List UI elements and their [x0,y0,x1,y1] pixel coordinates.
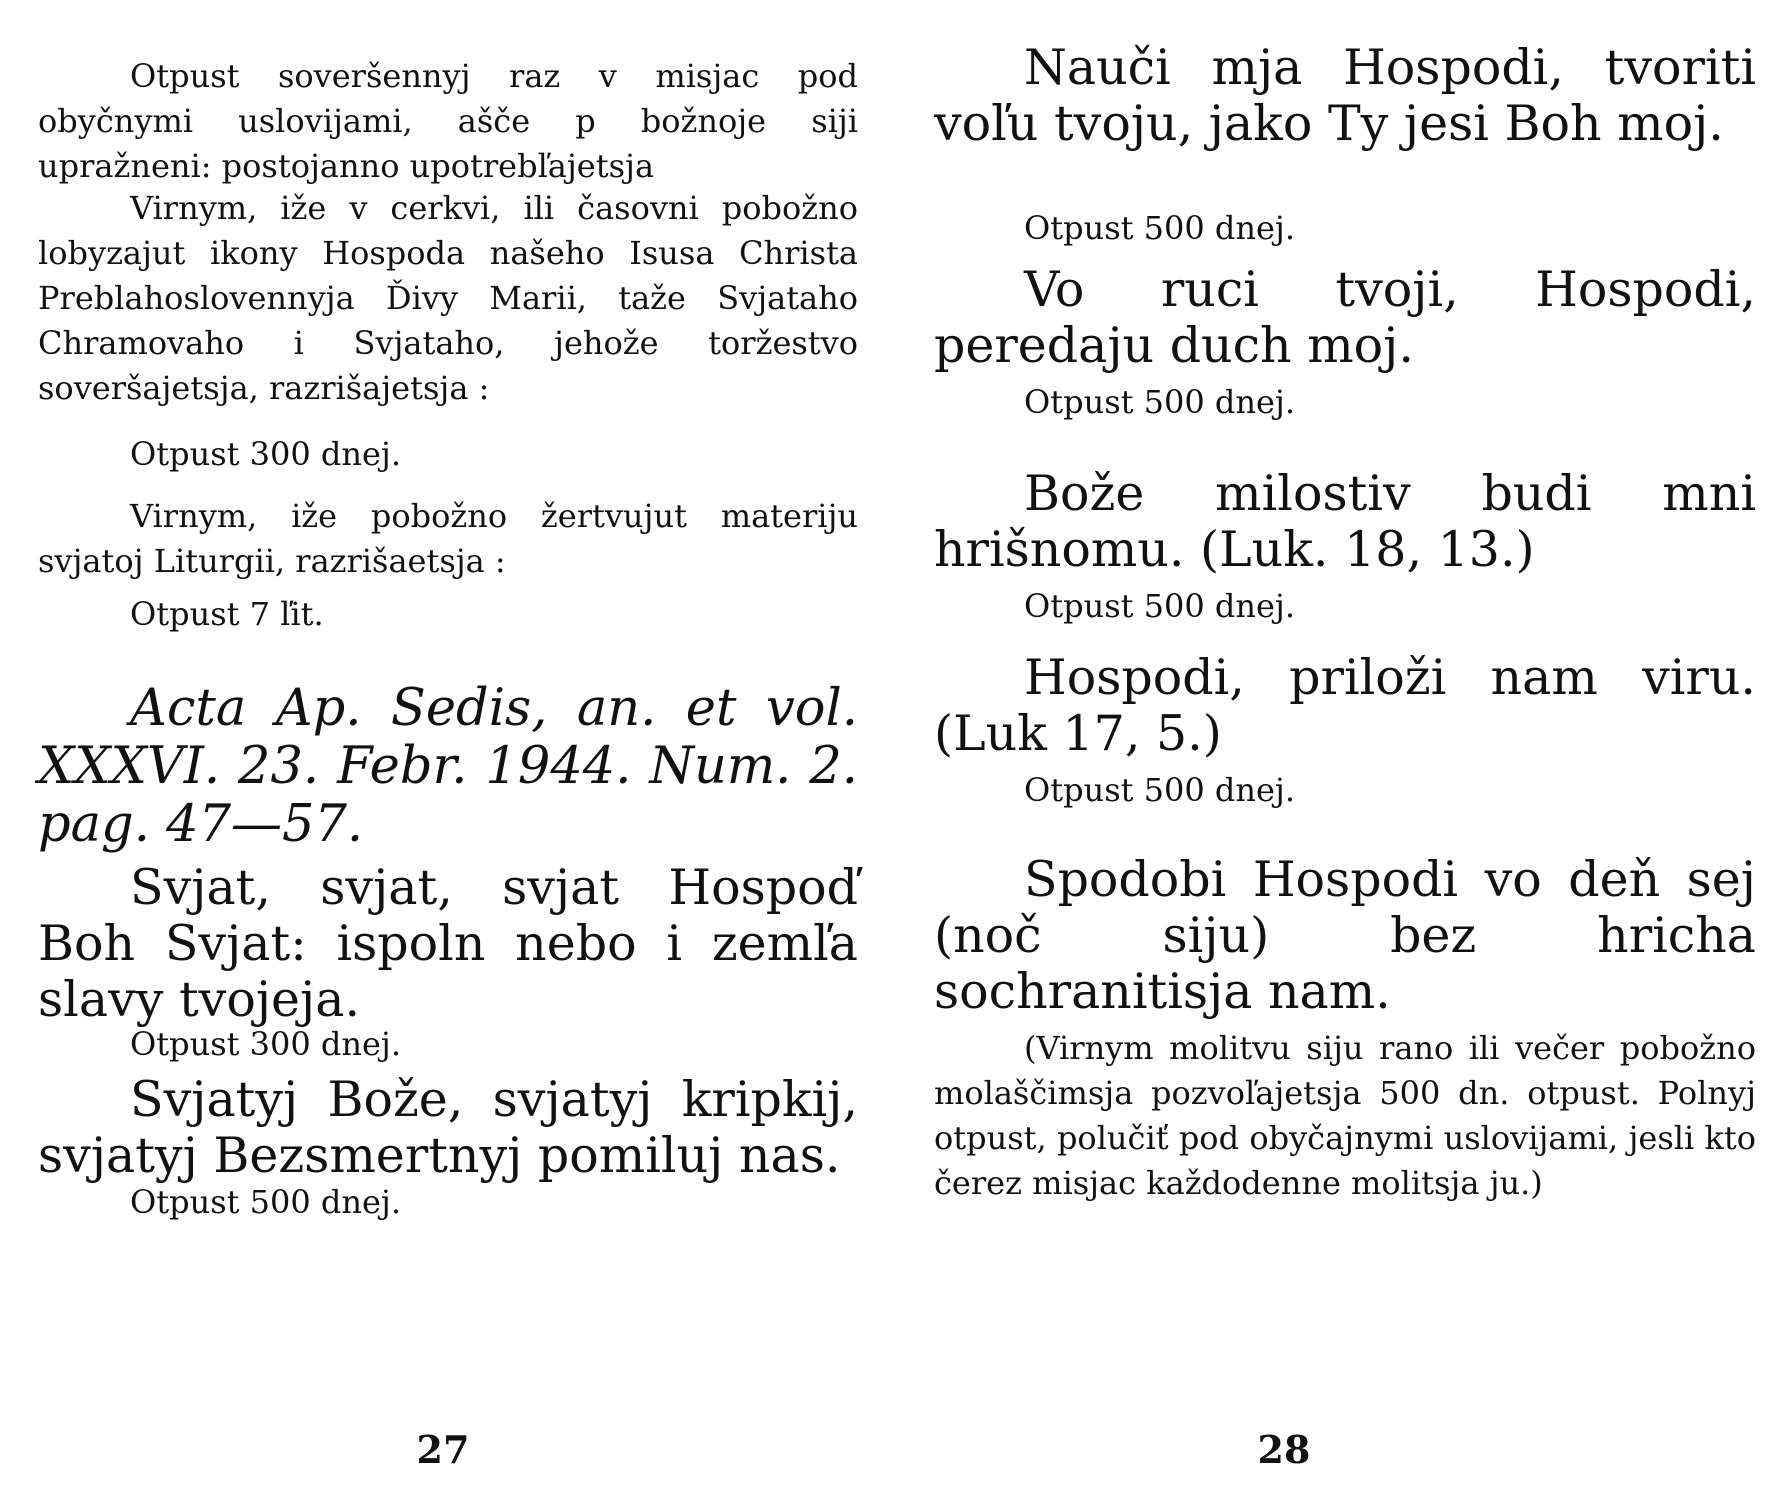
prayer-trisagion: Svjatyj Bože, svjatyj kripkij, svjatyj Bezsmertnyj pomiluj nas. [38,1071,858,1184]
indulgence-line: Otpust 500 dnej. [1024,209,1296,247]
page-number: 27 [416,1427,470,1472]
note-indulgence-conditions: (Virnym molitvu siju rano ili večer pobožno molaščimsja pozvoľajetsja 500 dn. otpust. Polnyj otpust, polučiť pod obyčajnymi uslovijami, jesli kto čerez misjac každodenne molitsja ju.) [934,1029,1756,1202]
prayer-into-thy-hands: Vo ruci tvoji, Hospodi, peredaju duch moj. [934,261,1756,374]
citation-acta-apostolicae-sedis: Acta Ap. Sedis, an. et vol. XXXVI. 23. Febr. 1944. Num. 2. pag. 47—57. [38,679,858,854]
prayer-vouchsafe-o-lord: Spodobi Hospodi vo deň sej (noč siju) bez hricha sochranitisja nam. [934,851,1756,1020]
indulgence-line: Otpust 500 dnej. [1024,587,1296,625]
indulgence-line: Otpust 300 dnej. [130,1025,402,1063]
page-number: 28 [1257,1427,1311,1472]
paragraph-icon-veneration: Virnym, iže v cerkvi, ili časovni pobožno lobyzajut ikony Hospoda našeho Isusa Christa Preblahoslovennyja Ďivy Marii, taže Svjataho Chramovaho i Svjataho, jehože toržestvo soveršajetsja, razrišajetsja : [38,189,858,407]
prayer-increase-our-faith: Hospodi, priloži nam viru. (Luk 17, 5.) [934,649,1756,762]
paragraph-indulgence-rules: Otpust soveršennyj raz v misjac pod obyčnymi uslovijami, ašče p božnoje siji upražneni: postojanno upotrebľajetsja [38,57,858,185]
right-page [934,0,1756,1500]
indulgence-line: Otpust 7 ľit. [130,595,324,633]
prayer-trisagion-sanctus: Svjat, svjat, svjat Hospoď Boh Svjat: ispoln nebo i zemľa slavy tvojeja. [38,859,858,1028]
indulgence-line: Otpust 500 dnej. [130,1183,402,1221]
left-page [38,0,858,1500]
indulgence-line: Otpust 300 dnej. [130,435,402,473]
prayer-teach-me: Nauči mja Hospodi, tvoriti voľu tvoju, jako Ty jesi Boh moj. [934,39,1756,152]
indulgence-line: Otpust 500 dnej. [1024,383,1296,421]
paragraph-liturgy-offering: Virnym, iže pobožno žertvujut materiju svjatoj Liturgii, razrišaetsja : [38,497,858,580]
prayer-god-be-merciful: Bože milostiv budi mni hrišnomu. (Luk. 18, 13.) [934,465,1756,578]
indulgence-line: Otpust 500 dnej. [1024,771,1296,809]
